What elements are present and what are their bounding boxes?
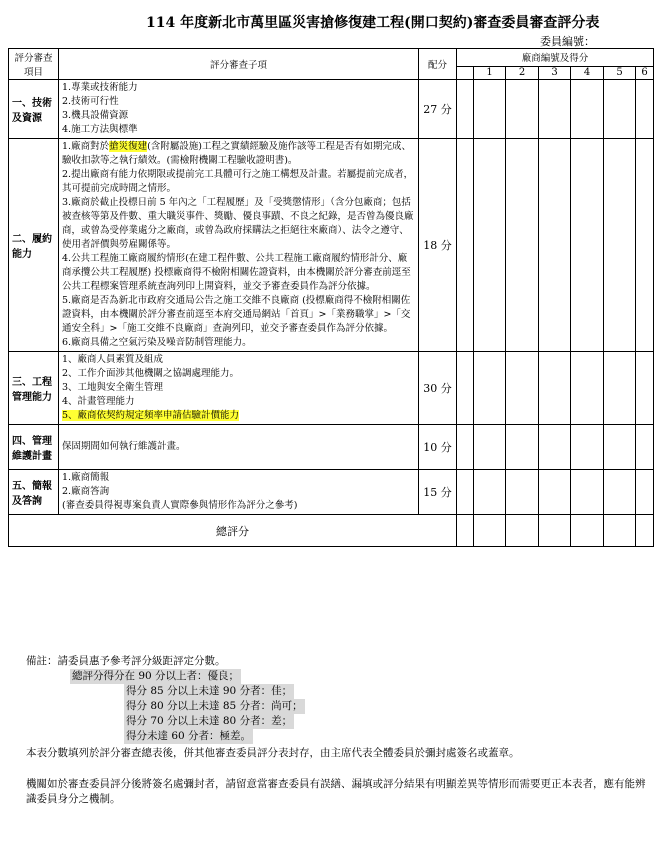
item-name: 五、簡報及答詢 (9, 470, 59, 515)
score-input-cell[interactable] (474, 352, 506, 425)
total-input-cell[interactable] (604, 515, 636, 547)
notes-section (26, 654, 646, 807)
total-label: 總評分 (9, 515, 457, 547)
vendor-number: 1 (474, 66, 506, 79)
score-input-cell[interactable] (457, 470, 474, 515)
criteria-line: 1、廠商人員素質及組成 (62, 354, 164, 365)
points-cell: 10 分 (419, 425, 457, 470)
header-item: 評分審查項目 (9, 49, 59, 80)
grade-line (124, 714, 646, 729)
criteria-text: 1.廠商對於 (62, 141, 110, 152)
score-input-cell[interactable] (539, 352, 571, 425)
criteria-line: 2.技術可行性 (62, 96, 119, 107)
points-cell: 15 分 (419, 470, 457, 515)
score-input-cell[interactable] (506, 470, 539, 515)
score-input-cell[interactable] (539, 80, 571, 139)
criteria-cell (59, 139, 419, 352)
score-input-cell[interactable] (604, 425, 636, 470)
score-input-cell[interactable] (604, 139, 636, 352)
item-name: 二、履約能力 (9, 139, 59, 352)
score-input-cell[interactable] (539, 425, 571, 470)
criteria-line: 3.廠商於截止投標日前 5 年內之「工程履歷」及「受獎懲情形」（含分包廠商；包括被查核等第及件數、重大職災事件、獎勵、優良事蹟、不良之紀錄，是否曾為優良廠商，或曾為受停業處分之廠商，或曾為政府採購法之拒絕往來廠商）、法令之遵守、使用者評價與勞雇關係等。 (62, 197, 414, 250)
criteria-cell (59, 470, 419, 515)
total-input-cell[interactable] (474, 515, 506, 547)
total-input-cell[interactable] (636, 515, 654, 547)
table-header-row (9, 49, 654, 67)
vendor-number: 2 (506, 66, 539, 79)
score-input-cell[interactable] (474, 139, 506, 352)
item-name: 一、技術及資源 (9, 80, 59, 139)
criteria-line: 2.廠商答詢 (62, 486, 110, 497)
criteria-line: 1.專業或技術能力 (62, 82, 138, 93)
vendor-number: 6 (636, 66, 654, 79)
criteria-line: 4.公共工程施工廠商履約情形(在建工程件數、公共工程施工廠商履約情形計分、廠商承攬公共工程履歷) 投標廠商得不檢附相關佐證資料，由本機關於評分審查前逕至公共工程標案管理系統查詢列印上開資料，並交予審查委員作為評分依據。 (62, 253, 411, 292)
score-input-cell[interactable] (506, 80, 539, 139)
score-input-cell[interactable] (506, 352, 539, 425)
score-input-cell[interactable] (571, 352, 604, 425)
table-row (9, 470, 654, 515)
vendor-col-blank (457, 66, 474, 79)
table-row (9, 139, 654, 352)
total-input-cell[interactable] (571, 515, 604, 547)
criteria-line: 2.提出廠商有能力依期限或提前完工具體可行之施工構想及計畫。若屬提前完成者，其可提前完成時間之情形。 (62, 169, 414, 194)
vendor-number: 4 (571, 66, 604, 79)
score-input-cell[interactable] (457, 80, 474, 139)
page-title: 114 年度新北市萬里區災害搶修復建工程(開口契約)審查委員審查評分表 (146, 15, 600, 31)
score-input-cell[interactable] (506, 425, 539, 470)
grade-line (124, 699, 646, 714)
criteria-text: (含附屬設施)工程之實績經驗及施作該等工程是否有如期完成、驗收扣款等之執行績效。(需檢附機關工程驗收證明書)。 (62, 141, 412, 166)
score-input-cell[interactable] (474, 470, 506, 515)
grade-text: 得分 80 分以上未達 85 分者：尚可； (126, 700, 303, 712)
score-input-cell[interactable] (604, 470, 636, 515)
criteria-line: 6.廠商具備之空氣污染及噪音防制管理能力。 (62, 337, 252, 348)
grade-text: 得分 85 分以上未達 90 分者：佳； (126, 685, 293, 697)
scoring-table (8, 48, 654, 547)
header-sub: 評分審查子項 (59, 49, 419, 80)
criteria-line: 1.廠商簡報 (62, 472, 110, 483)
score-input-cell[interactable] (571, 139, 604, 352)
reviewer-number-label: 委員編號： (540, 35, 595, 48)
criteria-line: 4、計畫管理能力 (62, 396, 135, 407)
score-input-cell[interactable] (636, 425, 654, 470)
highlighted-text: 5、廠商依契約規定頻率申請估驗計價能力 (62, 410, 240, 421)
header-points: 配分 (419, 49, 457, 80)
table-row (9, 425, 654, 470)
criteria-cell (59, 425, 419, 470)
score-input-cell[interactable] (474, 425, 506, 470)
score-input-cell[interactable] (457, 352, 474, 425)
criteria-cell (59, 80, 419, 139)
total-input-cell[interactable] (457, 515, 474, 547)
grade-text: 得分 70 分以上未達 80 分者：差； (126, 715, 293, 727)
points-cell: 30 分 (419, 352, 457, 425)
vendor-number: 5 (604, 66, 636, 79)
score-input-cell[interactable] (506, 139, 539, 352)
grade-line (70, 669, 646, 684)
total-input-cell[interactable] (539, 515, 571, 547)
score-input-cell[interactable] (636, 80, 654, 139)
score-input-cell[interactable] (474, 80, 506, 139)
score-input-cell[interactable] (571, 80, 604, 139)
highlighted-text: 搶災復建 (109, 141, 148, 152)
notes-intro: 備註：請委員惠予參考評分級距評定分數。 (26, 655, 226, 667)
score-input-cell[interactable] (539, 139, 571, 352)
total-row (9, 515, 654, 547)
grade-text: 得分未達 60 分者：極差。 (126, 730, 252, 742)
item-name: 四、管理維護計畫 (9, 425, 59, 470)
score-input-cell[interactable] (457, 139, 474, 352)
criteria-line: 保固期間如何執行維護計畫。 (62, 441, 186, 452)
header-vendors: 廠商編號及得分 (457, 49, 654, 67)
criteria-line: 3、工地與安全衛生管理 (62, 382, 164, 393)
criteria-line (62, 140, 415, 168)
score-input-cell[interactable] (636, 352, 654, 425)
score-input-cell[interactable] (636, 139, 654, 352)
table-row (9, 352, 654, 425)
score-input-cell[interactable] (604, 80, 636, 139)
total-input-cell[interactable] (506, 515, 539, 547)
criteria-line: (審查委員得視專案負責人實際參與情形作為評分之參考) (62, 500, 298, 511)
grade-line (124, 684, 646, 699)
notes-paragraph: 機關如於審查委員評分後將簽名處彌封者，請留意當審查委員有誤繕、漏填或評分結果有明顯差異等情形而需要更正本表者，應有能辨識委員身分之機制。 (26, 778, 646, 805)
criteria-line: 2、工作介面涉其他機關之協調處理能力。 (62, 368, 240, 379)
score-input-cell[interactable] (539, 470, 571, 515)
criteria-line: 4.施工方法與標準 (62, 124, 138, 135)
item-name: 三、工程管理能力 (9, 352, 59, 425)
score-input-cell[interactable] (571, 470, 604, 515)
points-cell: 27 分 (419, 80, 457, 139)
score-input-cell[interactable] (571, 425, 604, 470)
grade-line (124, 729, 646, 744)
criteria-line: 5.廠商是否為新北市政府交通局公告之施工交維不良廠商 (投標廠商得不檢附相關佐證資料，由本機關於評分審查前逕至本府交通局網站「首頁」>「業務職掌」>「交通安全科」>「施工交維不良廠商」查詢列印，並交予審查委員作為評分依據。 (62, 295, 411, 334)
criteria-line: 3.機具設備資源 (62, 110, 129, 121)
notes-paragraph: 本表分數填列於評分審查總表後，併其他審查委員評分表封存，由主席代表全體委員於彌封處簽名或蓋章。 (26, 747, 520, 759)
points-cell: 18 分 (419, 139, 457, 352)
criteria-cell (59, 352, 419, 425)
score-input-cell[interactable] (636, 470, 654, 515)
vendor-number: 3 (539, 66, 571, 79)
table-row (9, 80, 654, 139)
score-input-cell[interactable] (457, 425, 474, 470)
score-input-cell[interactable] (604, 352, 636, 425)
grade-text: 總評分得分在 90 分以上者：優良； (72, 670, 240, 682)
criteria-line (62, 409, 415, 423)
